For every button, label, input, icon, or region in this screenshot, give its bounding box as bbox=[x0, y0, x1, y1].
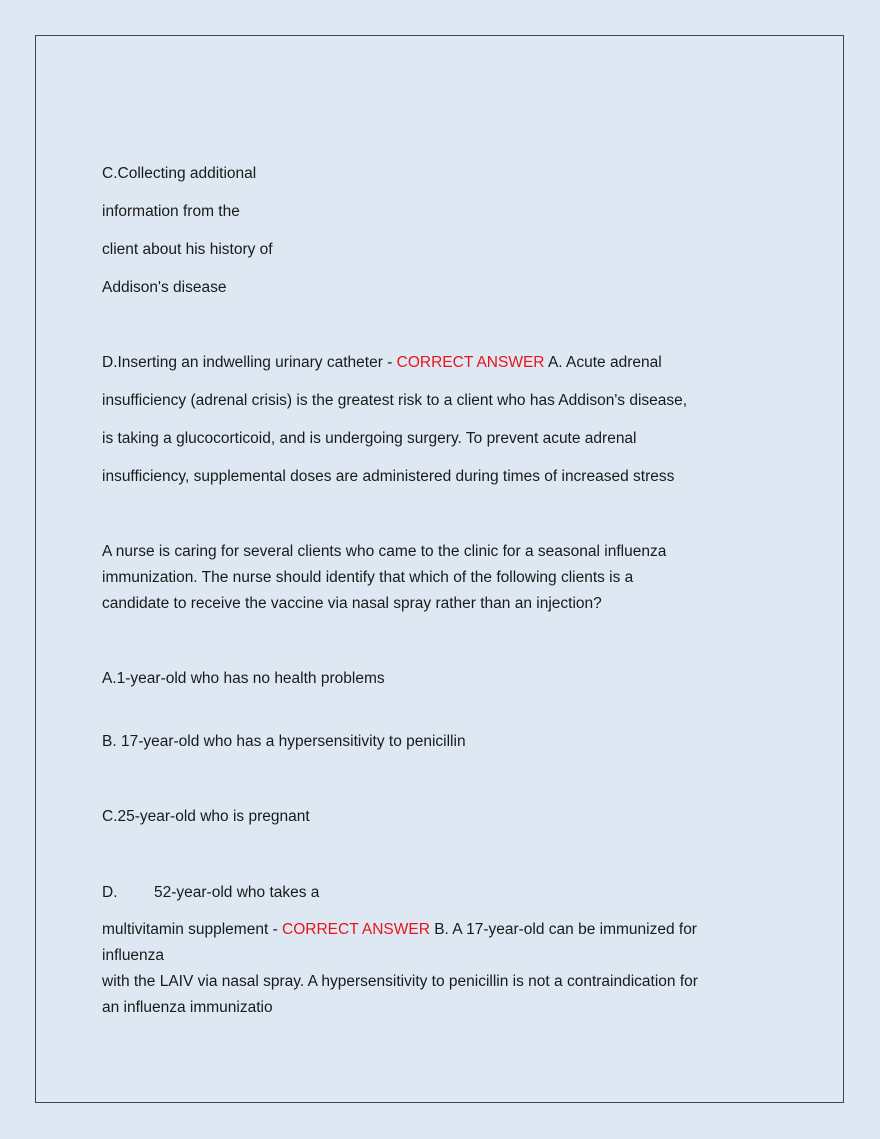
correct-answer-marker: CORRECT ANSWER bbox=[282, 921, 430, 938]
option-d-cont: multivitamin supplement - bbox=[102, 921, 283, 938]
rationale-line: insufficiency, supplemental doses are administered during times of increased stress bbox=[102, 468, 675, 485]
question-line: A nurse is caring for several clients who came to the clinic for a seasonal influenza bbox=[102, 543, 667, 560]
rationale-line: is taking a glucocorticoid, and is undergoing surgery. To prevent acute adrenal bbox=[102, 430, 637, 447]
option-d-text: D.Inserting an indwelling urinary catheter - bbox=[102, 354, 397, 371]
option-d-answer-line bbox=[102, 920, 697, 940]
option-d-text: 52-year-old who takes a bbox=[154, 884, 320, 901]
option-b: B. 17-year-old who has a hypersensitivity to penicillin bbox=[102, 733, 466, 750]
option-c: C.25-year-old who is pregnant bbox=[102, 808, 310, 825]
option-c-line: C.Collecting additional bbox=[102, 165, 257, 182]
option-a: A.1-year-old who has no health problems bbox=[102, 670, 385, 687]
question-line: immunization. The nurse should identify that which of the following clients is a bbox=[102, 569, 634, 586]
question-line: candidate to receive the vaccine via nasal spray rather than an injection? bbox=[102, 595, 602, 612]
option-c-line: Addison's disease bbox=[102, 279, 227, 296]
rationale-line: influenza bbox=[102, 947, 165, 964]
rationale-line: an influenza immunizatio bbox=[102, 999, 273, 1016]
rationale-text: A. Acute adrenal bbox=[544, 354, 662, 371]
option-d-answer-line bbox=[102, 353, 662, 373]
option-d bbox=[102, 883, 319, 903]
option-d-label: D. bbox=[102, 884, 118, 901]
correct-answer-marker: CORRECT ANSWER bbox=[396, 354, 545, 371]
option-c-line: information from the bbox=[102, 203, 240, 220]
rationale-line: with the LAIV via nasal spray. A hypersensitivity to penicillin is not a contraindication for bbox=[102, 973, 698, 990]
rationale-line: insufficiency (adrenal crisis) is the greatest risk to a client who has Addison's disease, bbox=[102, 392, 688, 409]
rationale-text: B. A 17-year-old can be immunized for bbox=[429, 921, 697, 938]
option-c-line: client about his history of bbox=[102, 241, 273, 258]
